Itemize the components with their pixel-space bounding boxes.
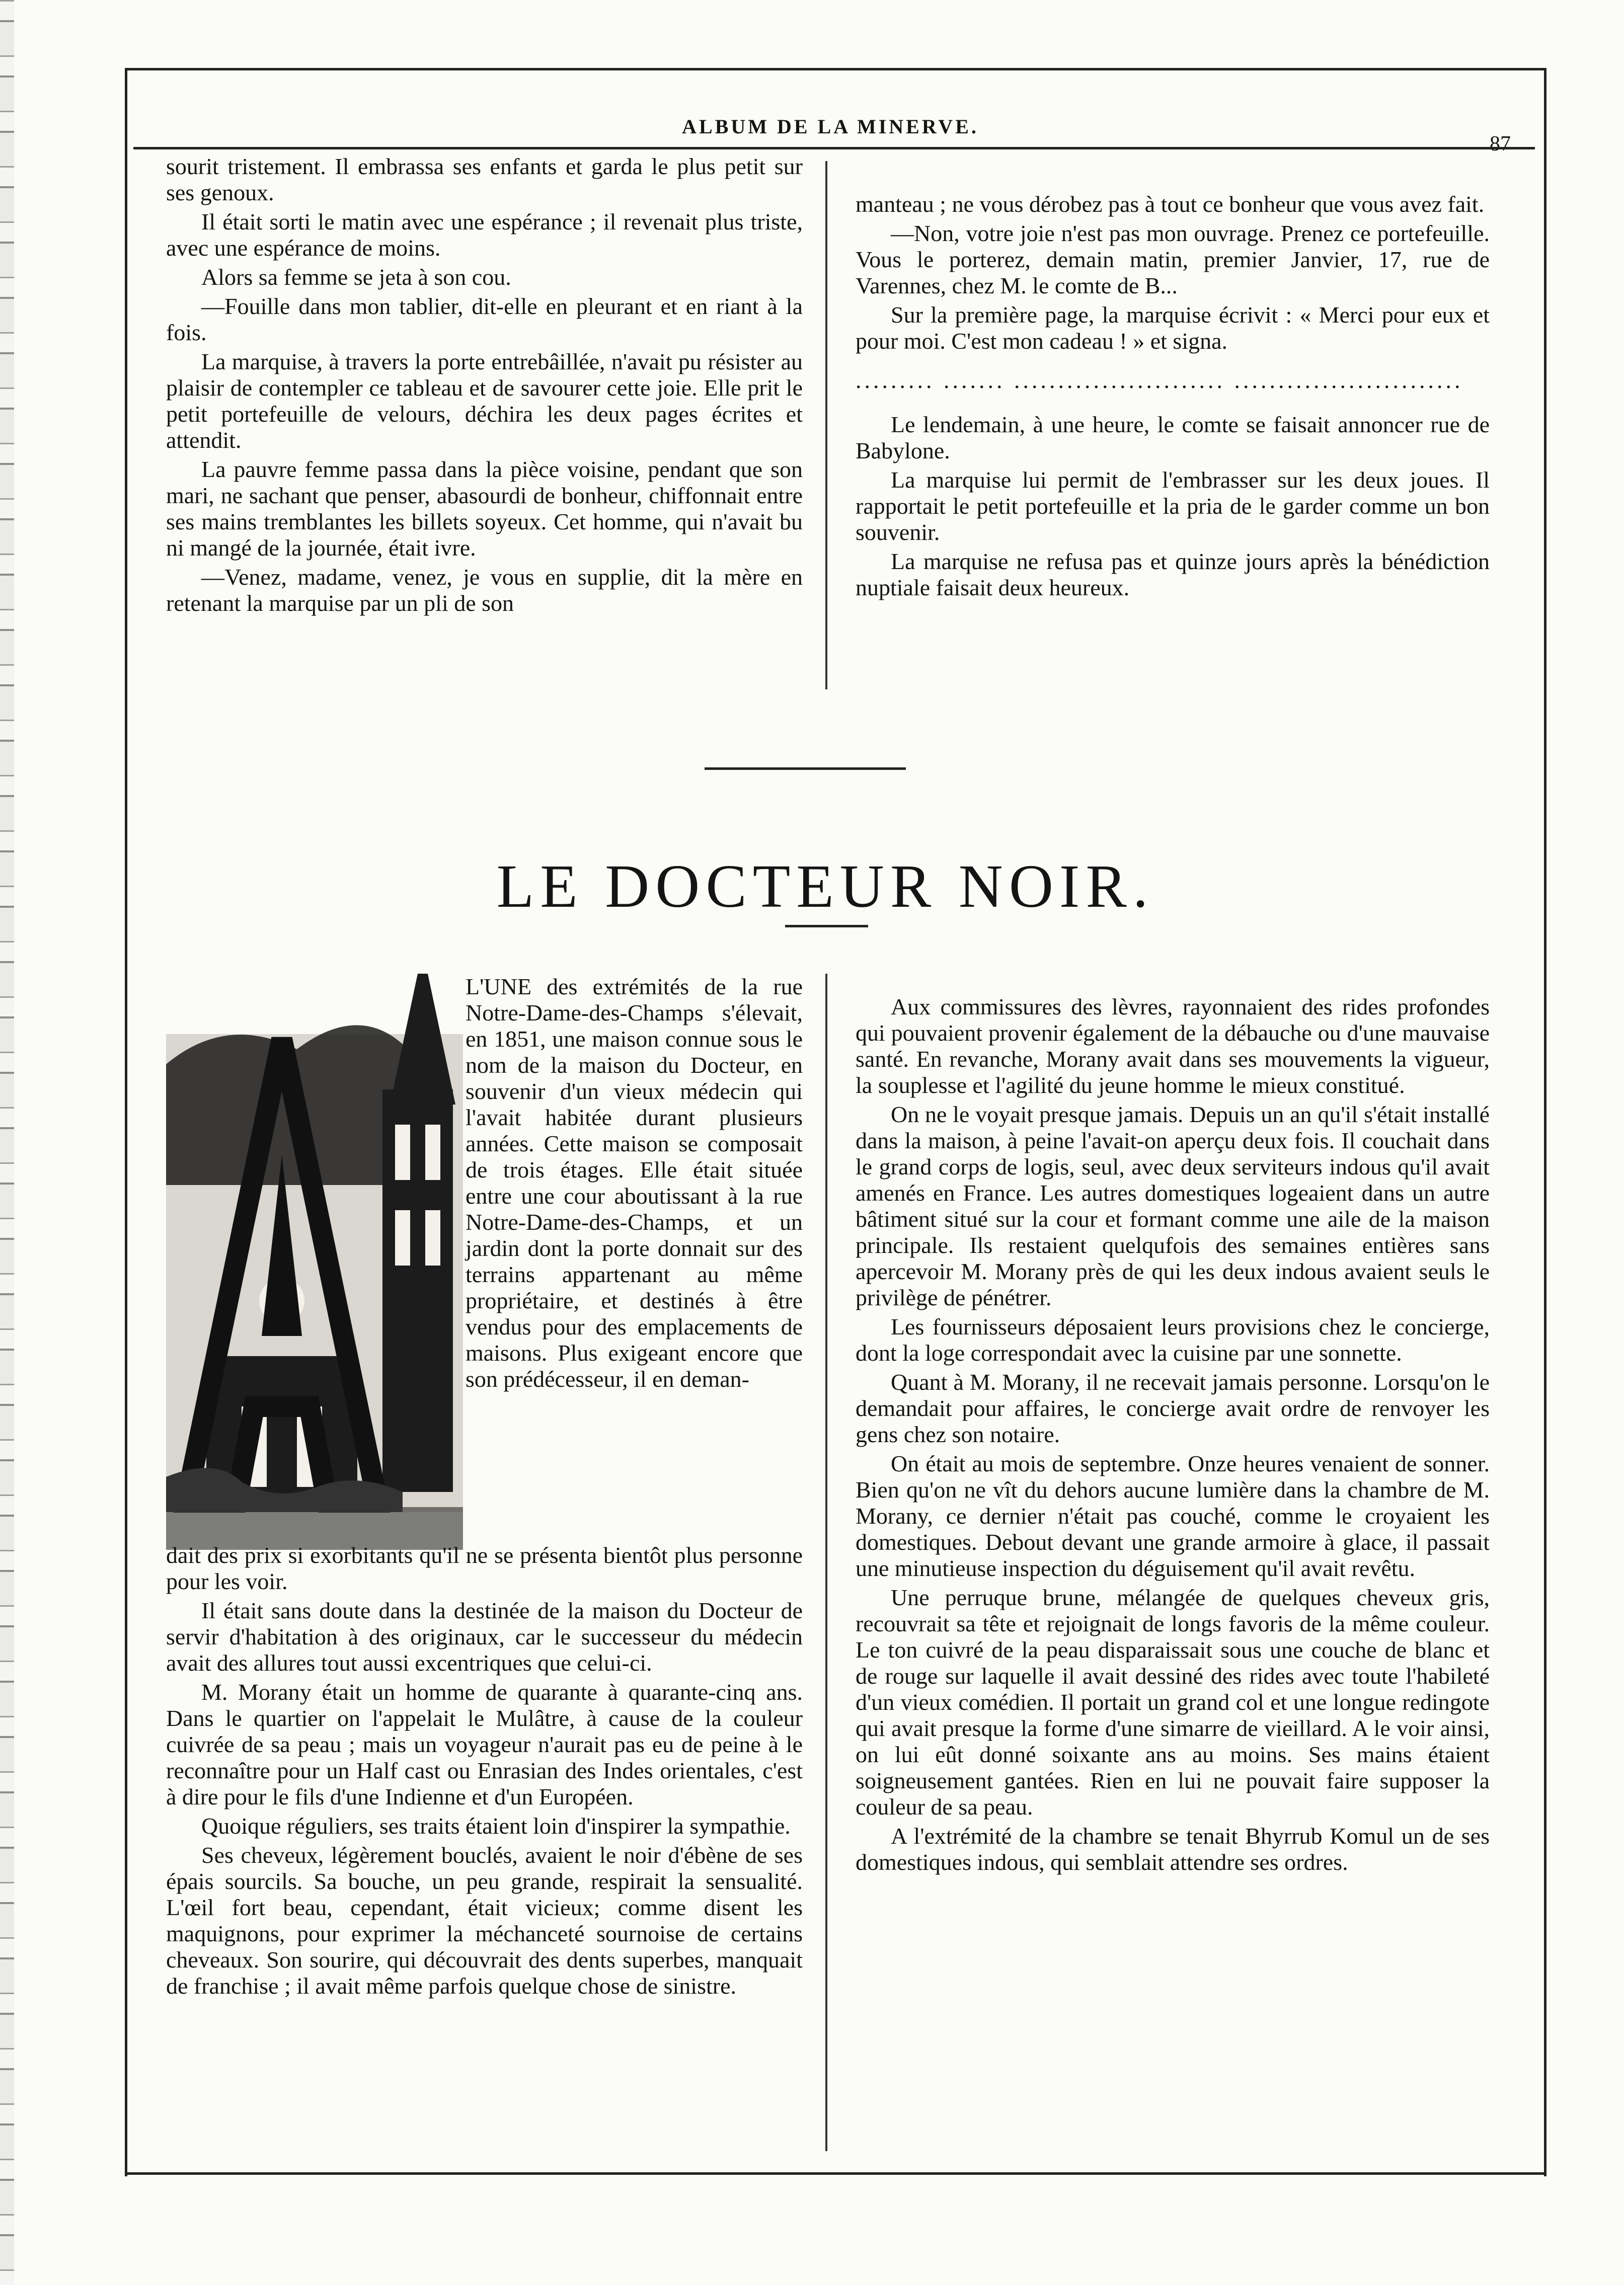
paragraph: Il était sans doute dans la destinée de la maison du Docteur de servir d'habitation à des originaux, car le successeur du médecin avait des allures tout aussi excentriques que celui-ci. bbox=[166, 1598, 803, 1676]
scan-edge bbox=[0, 0, 14, 2285]
article-right-column bbox=[856, 994, 1490, 1878]
paragraph: manteau ; ne vous dérobez pas à tout ce bonheur que vous avez fait. bbox=[856, 191, 1485, 217]
running-header: ALBUM DE LA MINERVE. bbox=[682, 115, 979, 138]
paragraph: Quoique réguliers, ses traits étaient loin d'inspirer la sympathie. bbox=[201, 1813, 791, 1839]
paragraph: Aux commissures des lèvres, rayonnaient des rides profondes qui pouvaient provenir également de la débauche ou d'une mauvaise santé. En revanche, Morany avait dans ses mouvements la vigueur, la souplesse et l'agilité du jeune homme le mieux constitué. bbox=[856, 994, 1490, 1098]
title-rule bbox=[785, 925, 868, 927]
header-rule bbox=[133, 147, 1535, 149]
paragraph: Il était sorti le matin avec une espérance ; il revenait plus triste, avec une espérance de moins. bbox=[166, 209, 803, 261]
paragraph: —Non, votre joie n'est pas mon ouvrage. Prenez ce portefeuille. Vous le porterez, demain matin, premier Janvier, 17, rue de Varennes, chez M. le comte de B... bbox=[856, 220, 1490, 298]
paragraph: L'UNE des extrémités de la rue Notre-Dame-des-Champs s'élevait, en 1851, une maison connue sous le nom de la maison du Docteur, en souvenir d'un vieux médecin qui l'avait habitée durant plusieurs années. Cette maison se composait de trois étages. Elle était située entre une cour aboutissant à la rue Notre-Dame-des-Champs, et un jardin dont la porte donnait sur des terrains appartenant au même propriétaire, et destinés à être vendus pour des emplacements de maisons. Plus exigeant encore que son prédécesseur, il en deman- bbox=[466, 974, 803, 1392]
page-number: 87 bbox=[1490, 132, 1511, 155]
paragraph: On était au mois de septembre. Onze heures venaient de sonner. Bien qu'on ne vît du dehors aucune lumière dans la chambre de M. Morany, ce dernier n'était pas couché, comme le croyaient les domestiques. Debout devant une grande armoire à glace, il passait une minutieuse inspection du déguisement qu'il avait revêtu. bbox=[856, 1451, 1490, 1581]
paragraph: La marquise ne refusa pas et quinze jours après la bénédiction nuptiale faisait deux heureux. bbox=[856, 548, 1490, 600]
top-right-column bbox=[856, 191, 1490, 604]
article-left-column bbox=[166, 1542, 803, 2002]
paragraph: dait des prix si exorbitants qu'il ne se présenta bientôt plus personne pour les voir. bbox=[166, 1542, 803, 1594]
bottom-rule bbox=[125, 2172, 1546, 2175]
paragraph: M. Morany était un homme de quarante à quarante-cinq ans. Dans le quartier on l'appelait le Mulâtre, à cause de la couleur cuivrée de sa peau ; mais un voyageur n'aurait pas eu de peine à le reconnaître pour un Half cast ou Enrasian des Indes orientales, c'est à dire pour le fils d'une Indienne et d'un Européen. bbox=[166, 1679, 803, 1809]
section-rule bbox=[705, 767, 906, 770]
paragraph: —Fouille dans mon tablier, dit-elle en pleurant et en riant à la fois. bbox=[166, 293, 803, 345]
illustrated-drop-cap-a bbox=[166, 974, 463, 1550]
paragraph: La marquise, à travers la porte entrebâillée, n'avait pu résister au plaisir de contempler ce tableau et de savourer cette joie. Elle prit le petit portefeuille de velours, déchira les deux pages écrites et attendit. bbox=[166, 349, 803, 453]
paragraph: Alors sa femme se jeta à son cou. bbox=[201, 264, 511, 290]
paragraph: sourit tristement. Il embrassa ses enfants et garda le plus petit sur ses genoux. bbox=[166, 153, 803, 205]
paragraph: —Venez, madame, venez, je vous en supplie, dit la mère en retenant la marquise par un pli de son bbox=[166, 564, 803, 616]
paragraph: Une perruque brune, mélangée de quelques cheveux gris, recouvrait sa tête et rejoignait de longs favoris de la même couleur. Le ton cuivré de la peau disparaissait sous une couche de blanc et de rouge sur laquelle il avait dessiné des rides avec toute l'habileté d'un vieux comédien. Il portait un grand col et une longue redingote qui avait presque la forme d'une simarre de vieillard. A le voir ainsi, on lui eût donné soixante ans au moins. Ses mains étaient soigneusement gantées. Rien en lui ne pouvait faire supposer la couleur de sa peau. bbox=[856, 1585, 1490, 1820]
column-divider bbox=[825, 974, 827, 2151]
paragraph: La pauvre femme passa dans la pièce voisine, pendant que son mari, ne sachant que penser, abasourdi de bonheur, chiffonnait entre ses mains tremblantes les billets soyeux. Cet homme, qui n'avait bu ni mangé de la journée, était ivre. bbox=[166, 456, 803, 561]
top-left-column bbox=[166, 153, 803, 619]
paragraph: Quant à M. Morany, il ne recevait jamais personne. Lorsqu'on le demandait pour affaires, le concierge avait ordre de renvoyer les gens chez son notaire. bbox=[856, 1369, 1490, 1447]
paragraph: Ses cheveux, légèrement bouclés, avaient le noir d'ébène de ses épais sourcils. Sa bouche, un peu grande, respirait la sensualité. L'œil fort beau, cependant, était vicieux; comme disent les maquignons, pour exprimer la méchanceté sournoise de certains cheveaux. Son sourire, qui découvrait des dents superbes, manquait de franchise ; il avait même parfois quelque chose de sinistre. bbox=[166, 1842, 803, 1999]
paragraph: La marquise lui permit de l'embrasser sur les deux joues. Il rapportait le petit portefeuille et la pria de le garder comme un bon souvenir. bbox=[856, 467, 1490, 545]
paragraph: On ne le voyait presque jamais. Depuis un an qu'il s'était installé dans la maison, à peine l'avait-on aperçu deux fois. Il couchait dans le grand corps de logis, seul, avec deux serviteurs indous qu'il avait amenés en France. Les autres domestiques logeaient dans un autre bâtiment situé sur la cour et formant comme une aile de la maison principale. Ils restaient quelqufois des semaines entières sans apercevoir M. Morany près de qui les deux indous avaient seuls le privilège de pénétrer. bbox=[856, 1101, 1490, 1310]
column-divider bbox=[825, 161, 827, 689]
paragraph: Les fournisseurs déposaient leurs provisions chez le concierge, dont la loge correspondait avec la cuisine par une sonnette. bbox=[856, 1314, 1490, 1366]
paragraph: Le lendemain, à une heure, le comte se faisait annoncer rue de Babylone. bbox=[856, 412, 1490, 463]
paragraph: Sur la première page, la marquise écrivit : « Merci pour eux et pour moi. C'est mon cadeau ! » et signa. bbox=[856, 302, 1490, 354]
paragraph: A l'extrémité de la chambre se tenait Bhyrrub Komul un de ses domestiques indous, qui semblait attendre ses ordres. bbox=[856, 1823, 1490, 1875]
ellipsis-separator: ......... ....... ........................ .......................... bbox=[856, 367, 1463, 393]
article-first-paragraph bbox=[466, 974, 803, 1392]
article-title: LE DOCTEUR NOIR. bbox=[496, 852, 1154, 920]
